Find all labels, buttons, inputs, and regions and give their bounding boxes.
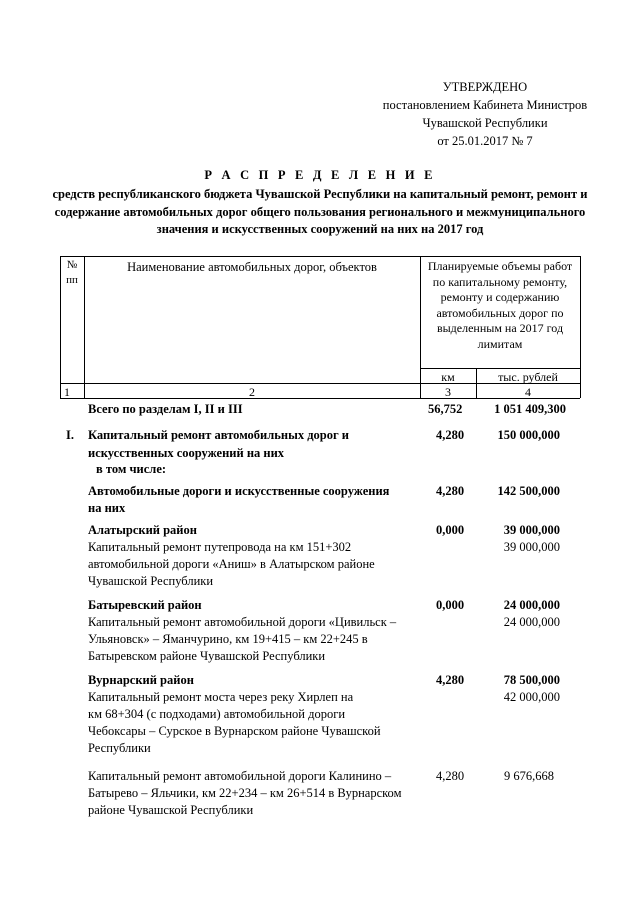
- header-km: км: [441, 370, 455, 384]
- alatyr-district: Алатырский район: [88, 523, 197, 537]
- batyrevo-item-line-3: Батыревском районе Чувашской Республики: [88, 649, 326, 663]
- batyrevo-item-line-1: Капитальный ремонт автомобильной дороги «Цивильск –: [88, 615, 397, 629]
- batyrevo-km: 0,000: [436, 598, 465, 612]
- section-1-rub: 150 000,000: [497, 428, 560, 442]
- section-1-km: 4,280: [436, 428, 465, 442]
- section-1-name-line-3: в том числе:: [96, 462, 167, 476]
- vurnary-item-2-line-2: Батырево – Яльчики, км 22+234 – км 26+514 в Вурнарском: [88, 786, 402, 800]
- section-1-name-line-2: искусственных сооружений на них: [88, 446, 285, 460]
- vurnary-rub: 78 500,000: [503, 673, 560, 687]
- header-name: Наименование автомобильных дорог, объектов: [127, 260, 377, 274]
- alatyr-item-line-3: Чувашской Республики: [88, 574, 214, 588]
- batyrevo-district: Батыревский район: [88, 598, 202, 612]
- header-col-3: 3: [445, 385, 451, 399]
- vurnary-item-2-rub: 9 676,668: [504, 769, 554, 783]
- vurnary-district: Вурнарский район: [88, 673, 194, 687]
- vurnary-item-1-line-1: Капитальный ремонт моста через реку Хирлеп на: [88, 690, 354, 704]
- header-col-4: 4: [525, 385, 531, 399]
- header-rub: тыс. рублей: [498, 370, 558, 384]
- total-label: Всего по разделам I, II и III: [88, 402, 243, 416]
- total-rub: 1 051 409,300: [494, 402, 566, 416]
- table-right-border: [580, 256, 581, 398]
- section-1-num: I.: [66, 428, 74, 442]
- alatyr-rub: 39 000,000: [503, 523, 560, 537]
- batyrevo-item-line-2: Ульяновск» – Яманчурино, км 19+415 – км 22+245 в: [88, 632, 368, 646]
- vurnary-item-2-km: 4,280: [436, 769, 465, 783]
- vurnary-item-2-line-3: районе Чувашской Республики: [88, 803, 254, 817]
- roads-name-line-2: на них: [88, 501, 126, 515]
- alatyr-km: 0,000: [436, 523, 465, 537]
- alatyr-item-rub: 39 000,000: [503, 540, 560, 554]
- header-col-2: 2: [249, 385, 255, 399]
- num-column-border: [84, 256, 85, 398]
- approval-line-3: Чувашской Республики: [422, 116, 548, 130]
- approval-block: [360, 78, 610, 150]
- vurnary-item-1-rub: 42 000,000: [503, 690, 560, 704]
- header-num: № пп: [66, 259, 78, 286]
- approval-line-4: от 25.01.2017 № 7: [437, 134, 533, 148]
- table-top-border: [60, 256, 580, 257]
- alatyr-item-line-2: автомобильной дороги «Аниш» в Алатырском районе: [88, 557, 375, 571]
- total-km: 56,752: [428, 402, 463, 416]
- document-subtitle: средств республиканского бюджета Чувашской Республики на капитальный ремонт, ремонт и содержание автомобильных дорог общего пользования регионального и межмуниципального значения и искусственных сооружений на них на 2017 год: [52, 187, 588, 236]
- roads-km: 4,280: [436, 484, 465, 498]
- batyrevo-item-rub: 24 000,000: [503, 615, 560, 629]
- vurnary-km: 4,280: [436, 673, 465, 687]
- approval-line-1: УТВЕРЖДЕНО: [442, 80, 528, 94]
- alatyr-item-line-1: Капитальный ремонт путепровода на км 151+302: [88, 540, 352, 554]
- roads-name-line-1: Автомобильные дороги и искусственные сооружения: [88, 484, 390, 498]
- approval-line-2: постановлением Кабинета Министров: [382, 98, 588, 112]
- header-planned: Планируемые объемы работ по капитальному ремонту, ремонту и содержанию автомобильных дорог по выделенным на 2017 год лимитам: [427, 259, 573, 351]
- document-title: Р А С П Р Е Д Е Л Е Н И Е: [204, 168, 436, 182]
- vurnary-item-1-line-2: км 68+304 (с подходами) автомобильной дороги: [88, 707, 346, 721]
- vurnary-item-1-line-3: Чебоксары – Сурское в Вурнарском районе Чувашской: [88, 724, 381, 738]
- header-col-1: 1: [64, 385, 70, 399]
- vurnary-item-1-line-4: Республики: [88, 741, 151, 755]
- vurnary-item-2-line-1: Капитальный ремонт автомобильной дороги Калинино –: [88, 769, 392, 783]
- roads-rub: 142 500,000: [497, 484, 560, 498]
- section-1-name-line-1: Капитальный ремонт автомобильных дорог и: [88, 428, 349, 442]
- batyrevo-rub: 24 000,000: [503, 598, 560, 612]
